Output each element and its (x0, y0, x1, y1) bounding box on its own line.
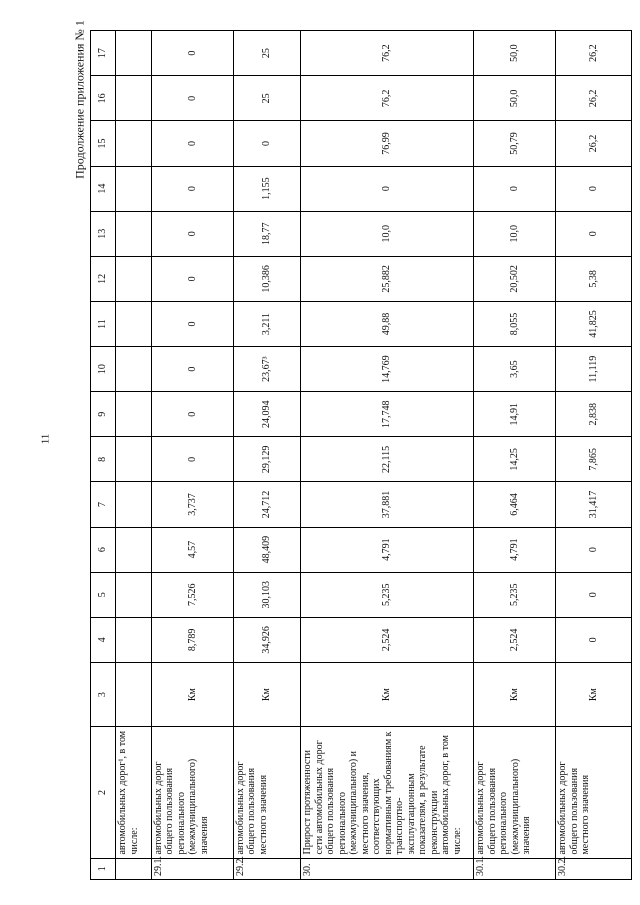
value-cell: 0 (556, 527, 632, 572)
value-cell: 20,502 (474, 256, 556, 301)
table-row (474, 31, 556, 880)
value-cell: 26,2 (556, 31, 632, 76)
data-table (90, 30, 632, 880)
value-cell (116, 482, 152, 527)
indicator-name: автомобильных дорог общего пользования местного значения (233, 727, 300, 858)
value-cell: 37,881 (301, 482, 474, 527)
value-cell: 0 (151, 211, 233, 256)
data-table-wrapper (90, 30, 632, 880)
value-cell: 4,57 (151, 527, 233, 572)
appendix-caption: Продолжение приложения № 1 (72, 20, 87, 179)
row-index: 30.2. (556, 858, 632, 879)
row-index (116, 858, 152, 879)
value-cell: 24,094 (233, 392, 300, 437)
value-cell: 50,0 (474, 76, 556, 121)
unit-cell: Км (474, 662, 556, 726)
value-cell: 8,789 (151, 617, 233, 662)
value-cell: 0 (151, 121, 233, 166)
value-cell: 2,524 (301, 617, 474, 662)
value-cell: 50,0 (474, 31, 556, 76)
value-cell: 26,2 (556, 121, 632, 166)
unit-cell: Км (151, 662, 233, 726)
value-cell: 25 (233, 31, 300, 76)
column-number: 15 (91, 121, 116, 166)
column-number: 1 (91, 858, 116, 879)
column-number: 6 (91, 527, 116, 572)
value-cell (116, 347, 152, 392)
value-cell (116, 166, 152, 211)
column-number: 8 (91, 437, 116, 482)
column-number: 12 (91, 256, 116, 301)
value-cell: 0 (556, 166, 632, 211)
value-cell (116, 301, 152, 346)
row-index: 30.1. (474, 858, 556, 879)
row-index: 29.1. (151, 858, 233, 879)
column-number: 10 (91, 347, 116, 392)
column-number: 3 (91, 662, 116, 726)
value-cell: 14,91 (474, 392, 556, 437)
indicator-name: автомобильных дорог¹, в том числе: (116, 727, 152, 858)
value-cell (116, 121, 152, 166)
value-cell: 0 (151, 256, 233, 301)
column-number: 7 (91, 482, 116, 527)
table-row (301, 31, 474, 880)
value-cell: 0 (151, 347, 233, 392)
value-cell: 0 (233, 121, 300, 166)
unit-cell: Км (301, 662, 474, 726)
value-cell: 31,417 (556, 482, 632, 527)
value-cell: 3,211 (233, 301, 300, 346)
column-number: 13 (91, 211, 116, 256)
value-cell (116, 76, 152, 121)
value-cell: 6,464 (474, 482, 556, 527)
value-cell (116, 256, 152, 301)
column-number-row (91, 31, 116, 880)
value-cell: 10,0 (301, 211, 474, 256)
value-cell: 25 (233, 76, 300, 121)
value-cell: 25,882 (301, 256, 474, 301)
value-cell (116, 572, 152, 617)
value-cell: 76,2 (301, 76, 474, 121)
value-cell: 76,2 (301, 31, 474, 76)
value-cell: 5,235 (474, 572, 556, 617)
column-number: 5 (91, 572, 116, 617)
value-cell: 2,838 (556, 392, 632, 437)
value-cell: 0 (556, 211, 632, 256)
table-row (116, 31, 152, 880)
value-cell: 10,386 (233, 256, 300, 301)
unit-cell: Км (556, 662, 632, 726)
value-cell: 0 (151, 392, 233, 437)
value-cell: 0 (556, 617, 632, 662)
value-cell: 49,88 (301, 301, 474, 346)
column-number: 16 (91, 76, 116, 121)
table-row (556, 31, 632, 880)
value-cell (116, 437, 152, 482)
value-cell: 24,712 (233, 482, 300, 527)
table-row (233, 31, 300, 880)
value-cell: 0 (301, 166, 474, 211)
value-cell: 0 (556, 572, 632, 617)
value-cell: 4,791 (301, 527, 474, 572)
column-number: 11 (91, 301, 116, 346)
value-cell: 50,79 (474, 121, 556, 166)
row-index: 29.2. (233, 858, 300, 879)
value-cell: 8,055 (474, 301, 556, 346)
value-cell: 3,65 (474, 347, 556, 392)
column-number: 14 (91, 166, 116, 211)
unit-cell (116, 662, 152, 726)
value-cell: 30,103 (233, 572, 300, 617)
value-cell (116, 392, 152, 437)
value-cell: 0 (151, 76, 233, 121)
value-cell: 0 (151, 31, 233, 76)
value-cell: 14,769 (301, 347, 474, 392)
value-cell: 76,99 (301, 121, 474, 166)
value-cell: 0 (474, 166, 556, 211)
indicator-name: автомобильных дорог общего пользования регионального (межмуниципального) значения (474, 727, 556, 858)
value-cell: 4,791 (474, 527, 556, 572)
column-number: 17 (91, 31, 116, 76)
value-cell (116, 31, 152, 76)
column-number: 9 (91, 392, 116, 437)
value-cell: 7,526 (151, 572, 233, 617)
page-number: 11 (39, 433, 52, 445)
value-cell: 7,865 (556, 437, 632, 482)
table-row (151, 31, 233, 880)
value-cell: 14,25 (474, 437, 556, 482)
value-cell: 23,67³ (233, 347, 300, 392)
indicator-name: автомобильных дорог общего пользования местного значения (556, 727, 632, 858)
value-cell (116, 527, 152, 572)
column-number: 4 (91, 617, 116, 662)
value-cell (116, 211, 152, 256)
indicator-name: автомобильных дорог общего пользования регионального (межмуниципального) значения (151, 727, 233, 858)
value-cell: 0 (151, 301, 233, 346)
value-cell: 41,825 (556, 301, 632, 346)
value-cell: 17,748 (301, 392, 474, 437)
value-cell: 1,155 (233, 166, 300, 211)
value-cell: 34,926 (233, 617, 300, 662)
value-cell: 11,119 (556, 347, 632, 392)
value-cell: 18,77 (233, 211, 300, 256)
value-cell: 29,129 (233, 437, 300, 482)
value-cell: 26,2 (556, 76, 632, 121)
value-cell (116, 617, 152, 662)
value-cell: 22,115 (301, 437, 474, 482)
value-cell: 10,0 (474, 211, 556, 256)
value-cell: 0 (151, 437, 233, 482)
unit-cell: Км (233, 662, 300, 726)
value-cell: 5,38 (556, 256, 632, 301)
indicator-name: Прирост протяженности сети автомобильных дорог общего пользования регионального (межмуниципального) и местного значения, соответствующих нормативным требованиям к транспортно-эксплуатационным показателям, в результате реконструкции автомобильных дорог, в том числе: (301, 727, 474, 858)
value-cell: 5,235 (301, 572, 474, 617)
value-cell: 3,737 (151, 482, 233, 527)
value-cell: 0 (151, 166, 233, 211)
column-number: 2 (91, 727, 116, 858)
value-cell: 2,524 (474, 617, 556, 662)
value-cell: 48,409 (233, 527, 300, 572)
row-index: 30. (301, 858, 474, 879)
